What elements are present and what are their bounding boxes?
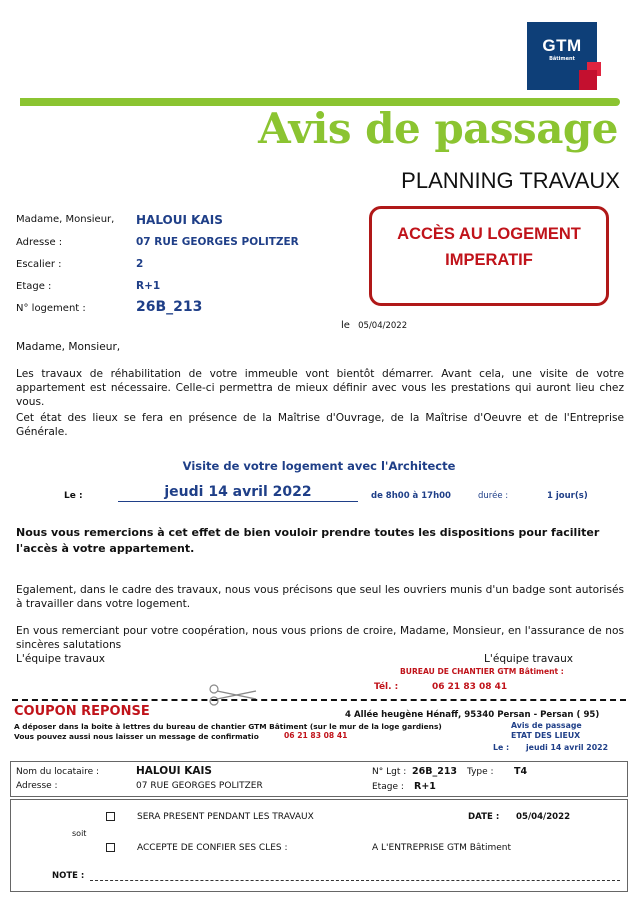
note-line[interactable] [90,880,620,881]
page-subtitle: PLANNING TRAVAUX [401,168,620,193]
recipient-unit-label: N° logement : [16,303,86,314]
coupon-le-label: Le : [493,743,510,752]
recipient-floor: R+1 [136,280,161,292]
logo-name: GTM [542,36,582,55]
logo-sub: Bâtiment [549,56,575,62]
recipient-floor-label: Etage : [16,281,52,292]
thanks-paragraph: Nous vous remercions à cet effet de bien vouloir prendre toutes les dispositions pour faciliter l'accès à votre appartement. [16,526,600,555]
keys-checkbox[interactable] [106,843,115,852]
logo-square-icon [579,70,597,90]
options-date-label: DATE : [468,812,500,822]
paragraph-3: Egalement, dans le cadre des travaux, nous vous précisons que seul les ouvriers munis d'un badge sont autorisés à travailler dans votre logement. [16,584,624,610]
tenant-address: 07 RUE GEORGES POLITZER [136,781,263,791]
visit-duration-label: durée : [478,491,509,501]
keys-option-target: A L'ENTREPRISE GTM Bâtiment [372,843,511,853]
visit-le-label: Le : [64,491,83,501]
note-label: NOTE : [52,871,85,881]
company-logo [527,22,597,90]
access-required-box [369,206,609,306]
letter-date [341,320,407,331]
recipient-unit: 26B_213 [136,299,203,315]
coupon-title: COUPON REPONSE [14,704,150,719]
tenant-name: HALOUI KAIS [136,765,212,777]
recipient-address: 07 RUE GEORGES POLITZER [136,236,299,248]
recipient-name: HALOUI KAIS [136,213,223,227]
visit-title: Visite de votre logement avec l'Architecte [182,459,456,473]
team-left: L'équipe travaux [16,653,106,665]
letter-date-value: 05/04/2022 [358,321,408,331]
coupon-address: 4 Allée heugène Hénaff, 95340 Persan - Persan ( 95) [345,710,600,720]
tenant-box [10,761,628,797]
recipient-address-label: Adresse : [16,237,63,248]
access-line-2: IMPERATIF [445,251,533,269]
tenant-address-label: Adresse : [16,781,58,791]
tenant-lgt-label: N° Lgt : [372,767,407,777]
coupon-phone: 06 21 83 08 41 [284,731,348,740]
coupon-right-1: Avis de passage [511,721,582,730]
tenant-name-label: Nom du locataire : [16,767,100,777]
coupon-right-2: ETAT DES LIEUX [511,731,581,740]
tenant-type: T4 [514,766,528,777]
tenant-lgt: 26B_213 [412,766,458,777]
paragraph-1: Les travaux de réhabilitation de votre immeuble vont bientôt démarrer. Avant cela, une visite de votre appartement est nécessaire. Celle-ci permettra de mieux définir avec vous les prestations qui auront lieu chez vous. [16,368,624,408]
present-checkbox[interactable] [106,812,115,821]
access-line-1: ACCÈS AU LOGEMENT [397,225,581,243]
recipient-name-label: Madame, Monsieur, [16,214,115,225]
team-right: L'équipe travaux [484,653,574,665]
paragraph-4: En vous remerciant pour votre coopération, nous vous prions de croire, Madame, Monsieur, en l'assurance de nos sincères salutations [16,625,624,651]
visit-hours: de 8h00 à 17h00 [371,491,451,501]
scissors-icon [208,684,258,709]
tenant-type-label: Type : [467,767,494,777]
letter-date-prefix: le [341,320,350,331]
cut-line [12,699,626,701]
coupon-le-date: jeudi 14 avril 2022 [526,743,608,752]
recipient-stair: 2 [136,258,144,270]
options-date: 05/04/2022 [516,812,571,822]
tenant-floor: R+1 [414,781,436,792]
phone-label: Tél. : [374,682,399,692]
office-label: BUREAU DE CHANTIER GTM Bâtiment : [400,667,564,676]
options-soit: soit [72,829,87,838]
recipient-stair-label: Escalier : [16,259,62,270]
coupon-instruction-1: A déposer dans la boite à lettres du bureau de chantier GTM Bâtiment (sur le mur de la loge gardiens) [14,722,442,731]
keys-option-label: ACCEPTE DE CONFIER SES CLES : [137,843,288,853]
present-option-label: SERA PRESENT PENDANT LES TRAVAUX [137,812,314,822]
visit-date: jeudi 14 avril 2022 [118,484,358,502]
coupon-instruction-2: Vous pouvez aussi nous laisser un message de confirmatio [14,732,259,741]
page-title: Avis de passage [258,104,618,153]
greeting: Madame, Monsieur, [16,341,121,353]
tenant-floor-label: Etage : [372,782,404,792]
phone-number: 06 21 83 08 41 [432,682,508,692]
paragraph-2: Cet état des lieux se fera en présence de la Maîtrise d'Ouvrage, de la Maîtrise d'Oeuvre et de l'Entreprise Générale. [16,412,624,438]
visit-duration: 1 jour(s) [547,491,588,501]
